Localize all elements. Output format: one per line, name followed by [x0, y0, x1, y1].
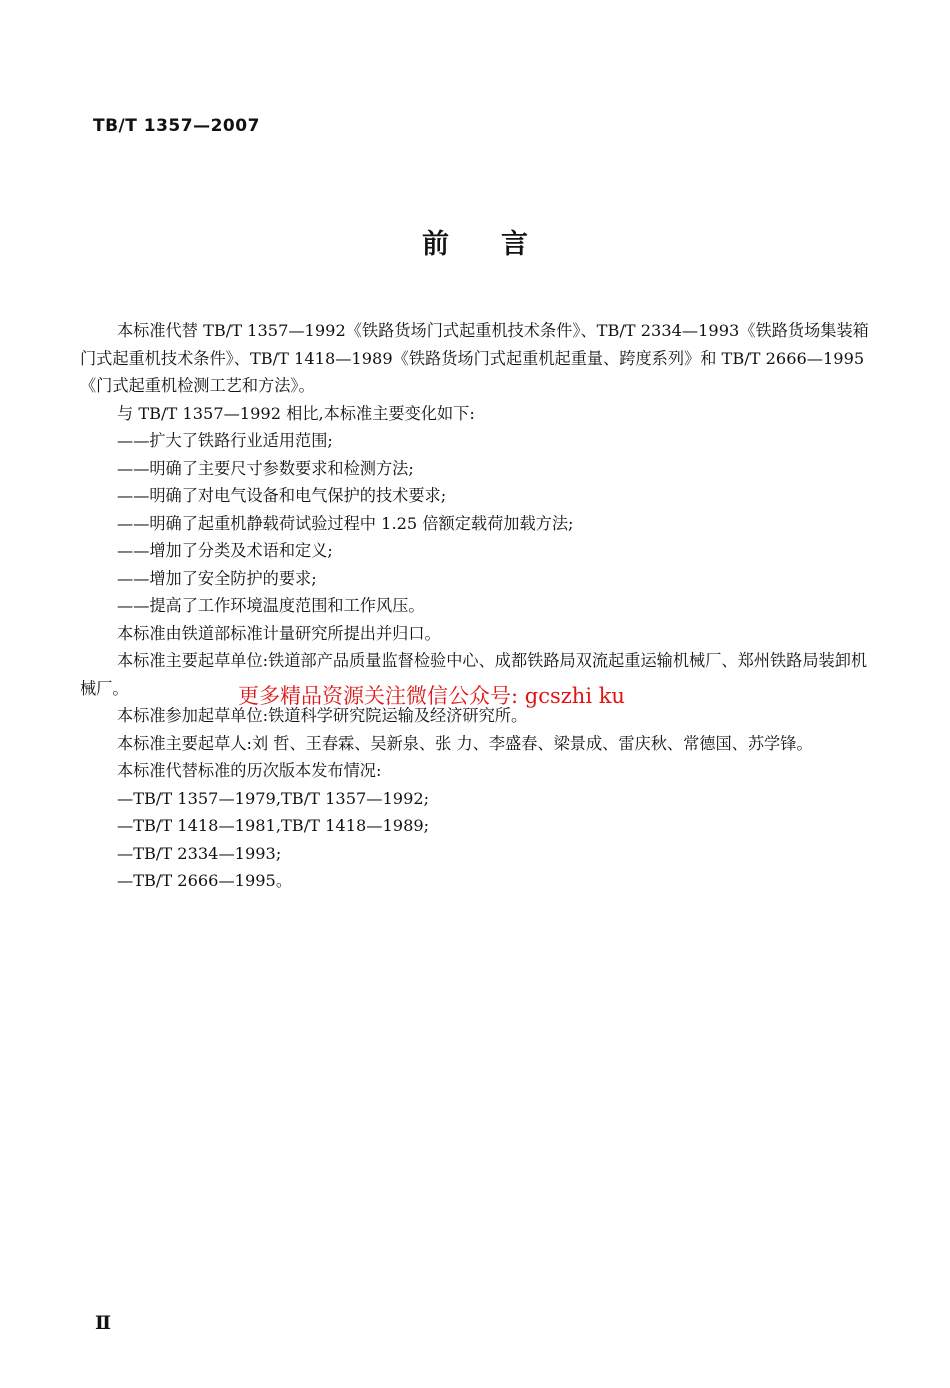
history-item: —TB/T 2334—1993; — [117, 843, 282, 863]
proposer-paragraph: 本标准由铁道部标准计量研究所提出并归口。 — [117, 623, 441, 643]
history-item: —TB/T 1418—1981,TB/T 1418—1989; — [117, 816, 430, 835]
watermark: 更多精品资源关注微信公众号: gcszhi ku — [238, 684, 625, 708]
page-number: Ⅱ — [95, 1312, 112, 1334]
change-item: ——明确了主要尺寸参数要求和检测方法; — [117, 458, 414, 478]
change-item: ——增加了分类及术语和定义; — [117, 541, 333, 560]
page-title: 前言 — [422, 229, 580, 260]
history-item: —TB/T 1357—1979,TB/T 1357—1992; — [117, 788, 430, 808]
foreword-body — [80, 317, 880, 895]
change-item: ——扩大了铁路行业适用范围; — [117, 431, 333, 450]
change-item: ——明确了起重机静载荷试验过程中 1.25 倍额定载荷加载方法; — [117, 513, 574, 533]
replacement-paragraph: 本标准代替 TB/T 1357—1992《铁路货场门式起重机技术条件》、TB/T 2334—1993《铁路货场集装箱门式起重机技术条件》、TB/T 1418—1989《铁路货场门式起重机起重量、跨度系列》和 TB/T 2666—1995《门式起重机检测工艺和方法》。 — [80, 321, 869, 395]
changes-intro: 与 TB/T 1357—1992 相比,本标准主要变化如下: — [117, 403, 475, 423]
change-item: ——提高了工作环境温度范围和工作风压。 — [117, 596, 425, 615]
standard-code: TB/T 1357—2007 — [93, 116, 260, 136]
change-item: ——明确了对电气设备和电气保护的技术要求; — [117, 486, 447, 505]
main-drafters: 本标准主要起草人:刘 哲、王春霖、吴新泉、张 力、李盛春、梁景成、雷庆秋、常德国、苏学锋。 — [117, 733, 813, 753]
history-item: —TB/T 2666—1995。 — [117, 871, 293, 890]
main-drafting-units: 本标准主要起草单位:铁道部产品质量监督检验中心、成都铁路局双流起重运输机械厂、郑州铁路局装卸机械厂。 — [80, 651, 868, 698]
participating-units: 本标准参加起草单位:铁道科学研究院运输及经济研究所。 — [117, 706, 528, 725]
change-item: ——增加了安全防护的要求; — [117, 568, 317, 588]
history-intro: 本标准代替标准的历次版本发布情况: — [117, 761, 382, 780]
